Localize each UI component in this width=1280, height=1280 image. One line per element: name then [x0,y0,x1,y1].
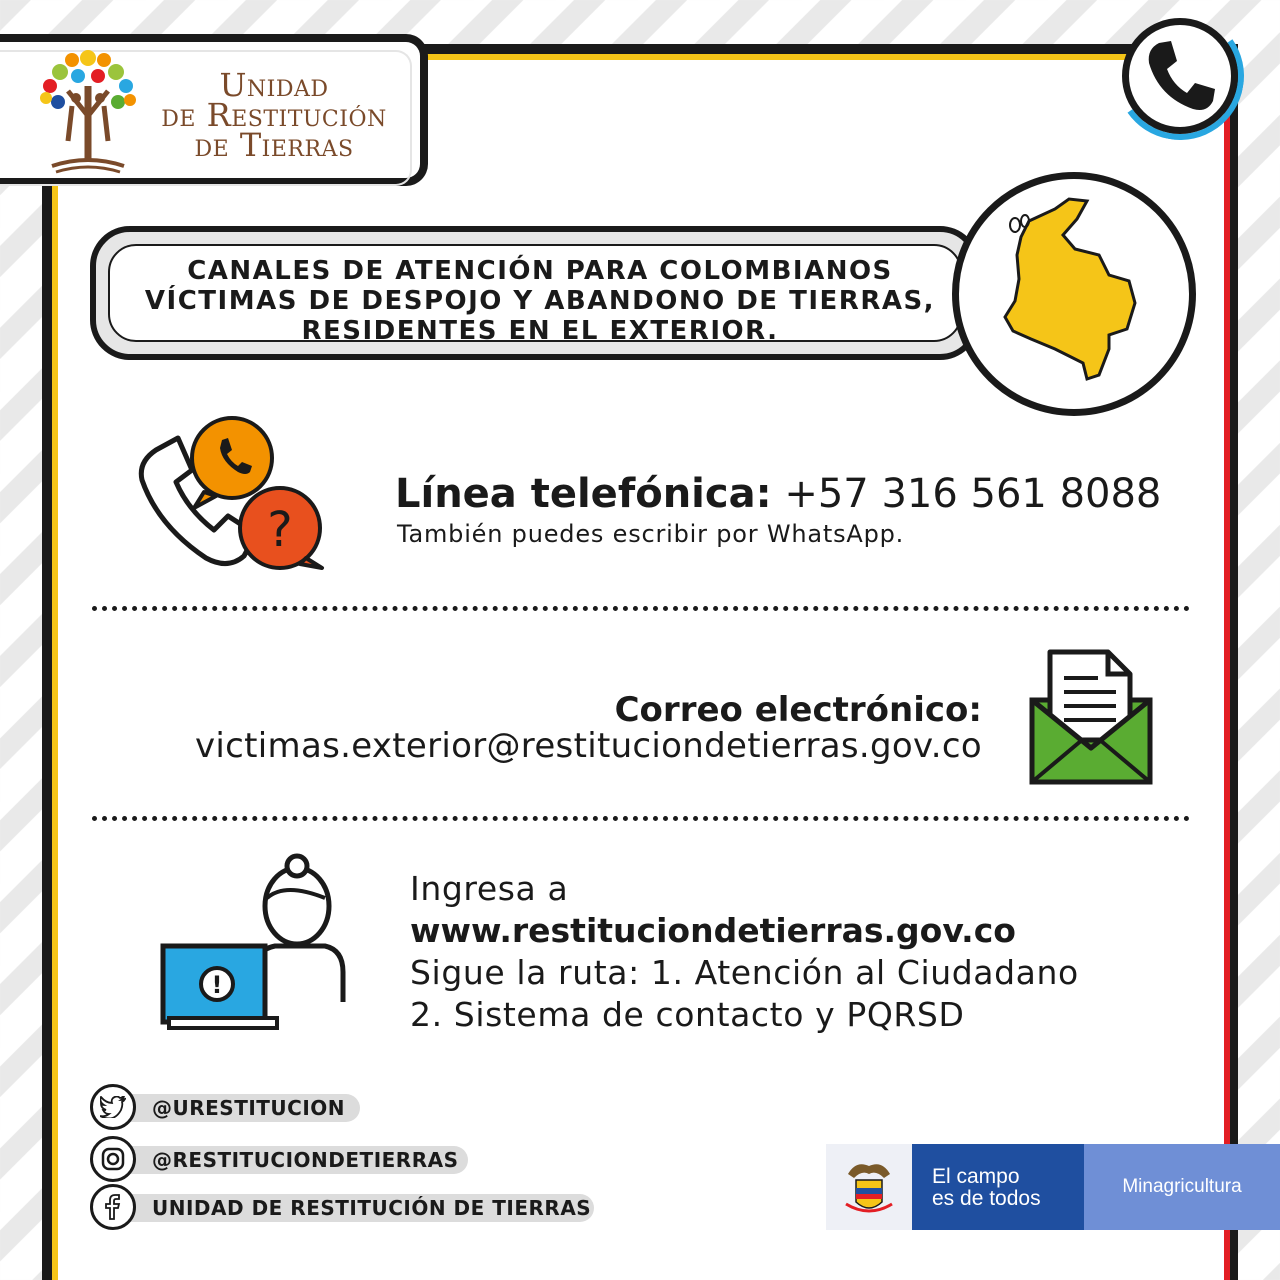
logo-tree-icon [38,46,138,181]
social-instagram[interactable] [90,1136,470,1182]
email-address[interactable]: victimas.exterior@restituciondetierras.gov.co [195,726,982,766]
logo-line-3: de Tierras [194,126,354,164]
web-route-1: Sigue la ruta: 1. Atención al Ciudadano [410,953,1079,992]
whatsapp-note: También puedes escribir por WhatsApp. [397,520,905,548]
phone-line [395,470,1161,518]
ministry-name: Minagricultura [1122,1176,1242,1197]
instagram-handle: @RESTITUCIONDETIERRAS [152,1148,459,1172]
map-circle [952,172,1196,416]
email-label: Correo electrónico: [614,690,982,730]
twitter-icon [90,1084,136,1130]
facebook-page: UNIDAD DE RESTITUCIÓN DE TIERRAS [152,1196,592,1220]
frame-accent-left [52,54,58,1280]
ministry-label [1084,1144,1280,1230]
facebook-icon [90,1184,136,1230]
title-line-2: VÍCTIMAS DE DESPOJO Y ABANDONO DE TIERRAS, [144,286,936,316]
title-line-1: CANALES DE ATENCIÓN PARA COLOMBIANOS [187,256,893,286]
divider [92,606,1190,611]
map-colombia-icon [959,179,1189,409]
frame-accent-right [1224,54,1230,1280]
woman-laptop-icon [155,852,355,1034]
envelope-document-icon [1026,644,1156,788]
phone-number[interactable]: +57 316 561 8088 [784,471,1162,517]
social-twitter[interactable] [90,1084,362,1130]
svg-text:!: ! [211,971,223,999]
web-intro: Ingresa a [410,869,569,908]
phone-badge [1122,18,1238,134]
title-line-3: RESIDENTES EN EL EXTERIOR. [301,316,779,346]
svg-text:?: ? [267,502,293,558]
gov-banner [826,1144,1280,1230]
logo-text [140,66,408,164]
phone-label: Línea telefónica: [395,471,772,517]
page-title [110,256,970,346]
coat-of-arms-icon [826,1144,912,1230]
logo-line-2: de Restitución [161,96,387,134]
web-url[interactable]: www.restituciondetierras.gov.co [410,911,1016,950]
phone-icon [1129,25,1231,127]
logo-line-1: Unidad [219,66,329,104]
social-facebook[interactable] [90,1184,596,1230]
web-instructions [410,868,1170,1036]
gov-slogan-line-2: es de todos [932,1187,1041,1210]
divider [92,816,1190,821]
web-route-2: 2. Sistema de contacto y PQRSD [410,995,965,1034]
twitter-handle: @URESTITUCION [152,1096,346,1120]
phone-handset-icon [128,410,338,585]
gov-slogan-line-1: El campo [932,1165,1020,1188]
instagram-icon [90,1136,136,1182]
gov-slogan [912,1144,1084,1230]
